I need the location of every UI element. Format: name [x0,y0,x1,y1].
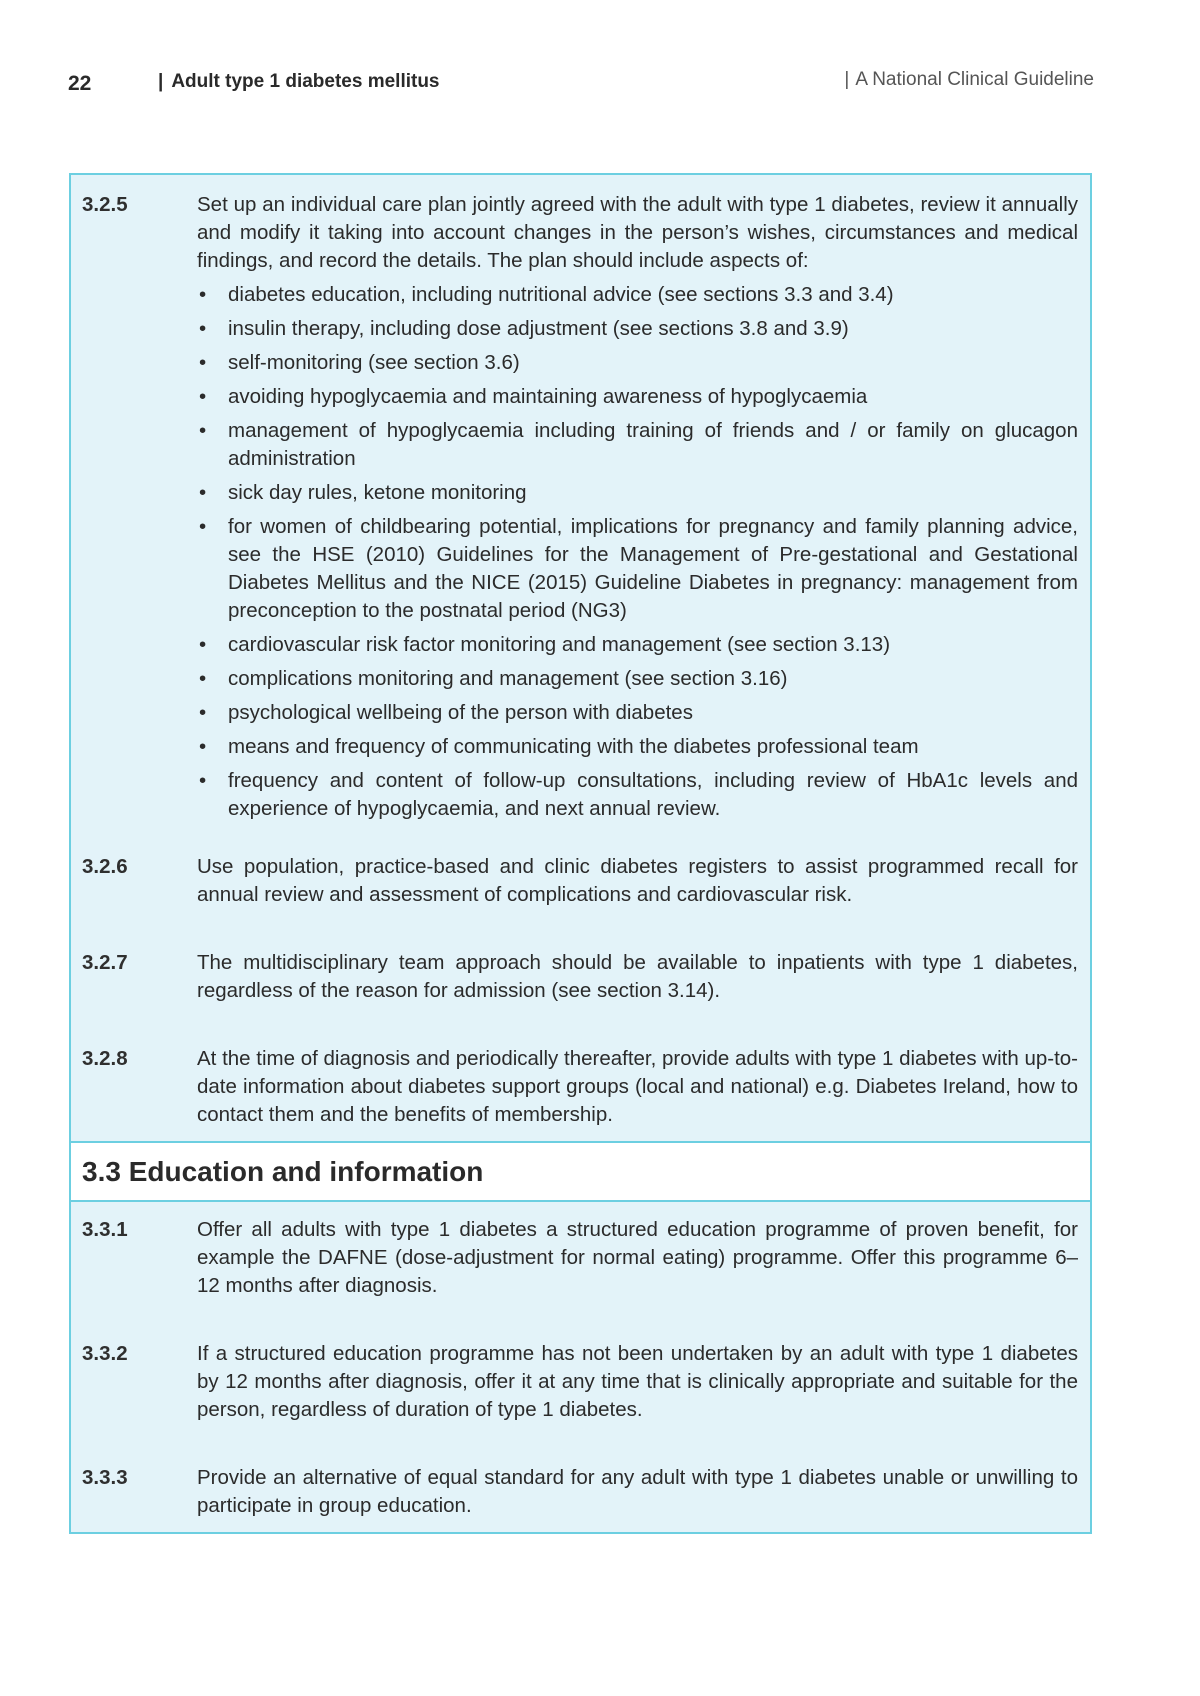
bullet-icon: • [199,667,207,690]
recommendation-text: At the time of diagnosis and periodically thereafter, provide adults with type 1 diabetes with up-to-date information about diabetes support groups (local and national) e.g. Diabetes Ireland, how to contact them and the benefits of membership. [197,1047,1078,1126]
list-item [197,315,1078,343]
page-number: 22 [68,72,92,95]
recommendation-3-3-1 [71,1202,1090,1300]
bullet-icon: • [199,633,207,656]
recommendation-number: 3.3.1 [82,1218,128,1241]
document-title [158,71,440,93]
list-item-text: complications monitoring and management (see section 3.16) [228,667,788,690]
page-header [0,66,1200,96]
recommendation-number: 3.2.6 [82,855,128,878]
recommendation-number: 3.3.3 [82,1466,128,1489]
bullet-icon: • [199,701,207,724]
list-item [197,513,1078,625]
bullet-icon: • [199,317,207,340]
list-item-text: sick day rules, ketone monitoring [228,481,527,504]
title-separator: | [158,71,164,92]
recommendation-3-2-8 [71,1045,1090,1141]
list-item-text: psychological wellbeing of the person with diabetes [228,701,693,724]
list-item-text: insulin therapy, including dose adjustment (see sections 3.8 and 3.9) [228,317,849,340]
list-item-text: means and frequency of communicating with the diabetes professional team [228,735,919,758]
list-item-text: avoiding hypoglycaemia and maintaining awareness of hypoglycaemia [228,385,868,408]
recommendation-3-3-3 [71,1464,1090,1532]
list-item [197,349,1078,377]
bullet-icon: • [199,351,207,374]
recommendation-3-3-2 [71,1340,1090,1424]
recommendations-box [69,173,1092,1534]
bullet-icon: • [199,385,207,408]
care-plan-aspects-list [197,281,1078,823]
recommendation-3-2-5 [71,175,1090,823]
recommendation-3-2-7 [71,949,1090,1005]
bullet-icon: • [199,735,207,758]
bullet-icon: • [199,481,207,504]
recommendation-number: 3.3.2 [82,1342,128,1365]
list-item-text: frequency and content of follow-up consultations, including review of HbA1c levels and experience of hypoglycaemia, and next annual review. [228,769,1078,820]
recommendation-text: If a structured education programme has not been undertaken by an adult with type 1 diabetes by 12 months after diagnosis, offer it at any time that is clinically appropriate and suitable for the person, regardless of duration of type 1 diabetes. [197,1342,1078,1421]
document-title-text: Adult type 1 diabetes mellitus [171,71,440,92]
recommendation-number: 3.2.7 [82,951,128,974]
list-item [197,281,1078,309]
list-item [197,665,1078,693]
bullet-icon: • [199,419,207,442]
recommendation-number: 3.2.5 [82,193,128,216]
recommendation-text: Offer all adults with type 1 diabetes a structured education programme of proven benefit, for example the DAFNE (dose-adjustment for normal eating) programme. Offer this programme 6–12 months after diagnosis. [197,1218,1078,1297]
bullet-icon: • [199,515,207,538]
recommendation-text: Use population, practice-based and clinic diabetes registers to assist programmed recall for annual review and assessment of complications and cardiovascular risk. [197,855,1078,906]
list-item [197,699,1078,727]
list-item-text: self-monitoring (see section 3.6) [228,351,520,374]
list-item [197,417,1078,473]
section-heading: 3.3 Education and information [71,1141,1090,1202]
recommendation-3-2-6 [71,853,1090,909]
recommendation-text: Set up an individual care plan jointly agreed with the adult with type 1 diabetes, review it annually and modify it taking into account changes in the person’s wishes, circumstances and medical findings, and record the details. The plan should include aspects of: [197,193,1078,272]
guideline-separator: | [844,69,850,90]
bullet-icon: • [199,769,207,792]
list-item-text: diabetes education, including nutritional advice (see sections 3.3 and 3.4) [228,283,894,306]
list-item [197,383,1078,411]
list-item-text: management of hypoglycaemia including training of friends and / or family on glucagon administration [228,419,1078,470]
recommendation-text: Provide an alternative of equal standard for any adult with type 1 diabetes unable or unwilling to participate in group education. [197,1466,1078,1517]
list-item-text: for women of childbearing potential, implications for pregnancy and family planning advice, see the HSE (2010) Guidelines for the Management of Pre-gestational and Gestational Diabetes Mellitus and the NICE (2015) Guideline Diabetes in pregnancy: management from preconception to the postnatal period (NG3) [228,515,1078,622]
recommendation-number: 3.2.8 [82,1047,128,1070]
list-item [197,479,1078,507]
bullet-icon: • [199,283,207,306]
recommendation-text: The multidisciplinary team approach should be available to inpatients with type 1 diabetes, regardless of the reason for admission (see section 3.14). [197,951,1078,1002]
list-item [197,733,1078,761]
list-item-text: cardiovascular risk factor monitoring and management (see section 3.13) [228,633,891,656]
guideline-label [844,69,1094,91]
list-item [197,631,1078,659]
guideline-label-text: A National Clinical Guideline [855,69,1094,90]
list-item [197,767,1078,823]
